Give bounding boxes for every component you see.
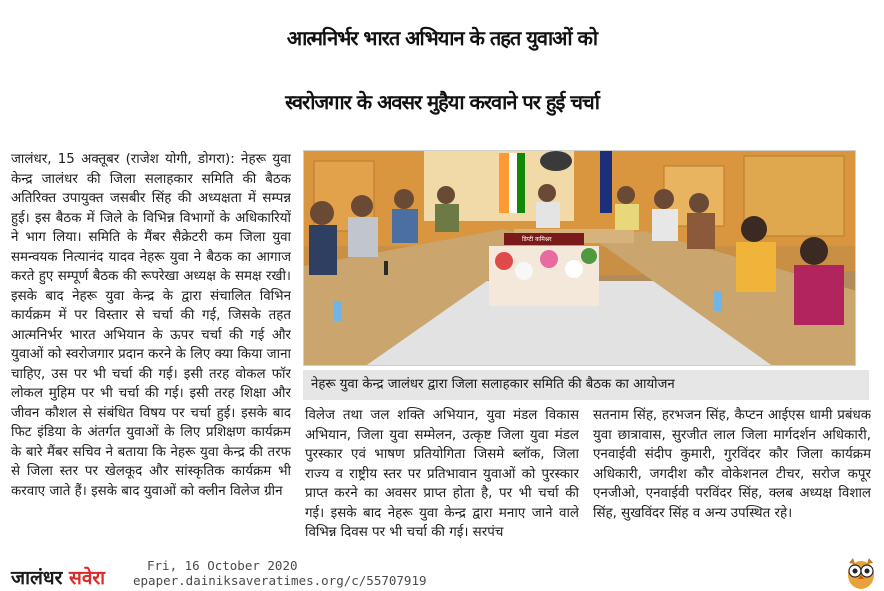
article-column-3 — [593, 406, 871, 548]
article-paragraph: जालंधर, 15 अक्तूबर (राजेश योगी, डोगरा): नेहरू युवा केन्द्र जालंधर की जिला सलाहकार समिति की बैठक अतिरिक्त उपायुक्त जसबीर सिंह की अध्यक्षता में सम्पन्न हुई। इस बैठक में जिले के विभिन्न विभागों के अधिकारियों ने भाग लिया। समिति के मैंबर सैक्रेटरी कम जिला युवा समन्वयक नित्यानंद यादव नेहरू युवा ने बैठक का आगाज करते हुए सम्पूर्ण बैठक की रूपरेखा अध्यक्ष के समक्ष रखी। इसके बाद नेहरू युवा केन्द्र के द्वारा संचालित विभिन कार्यक्रम में पर विस्तार से चर्चा की गई, जिसके तहत आत्मनिर्भर भारत अभियान के ऊपर चर्चा की गई और युवाओं को स्वरोजगार प्रदान करने के लिए क्या किया जाना चाहिए, उस पर भी चर्चा की गई। इसी तरह वोकल फॉर लोकल मुहिम पर भी चर्चा की गई। इसी तरह शिक्षा और जीवन कौशल से संबंधित विषय पर चर्चा हुई। इसके बाद फिट इंडिया के अंतर्गत युवाओं के लिए प्रशिक्षण कार्यक्रम के बारे मैंबर सचिव ने बताया कि नेहरू युवा केन्द्र की तरफ से जिला स्तर पर खेलकूद और सांस्कृतिक कार्यक्रम भी करवाए जाते हैं। इसके बाद युवाओं को क्लीन विलेज ग्रीन — [11, 152, 291, 499]
edition-date: Fri, 16 October 2020 — [147, 558, 298, 573]
headline-line-2: स्वरोजगार के अवसर मुहैया करवाने पर हुई चर्चा — [285, 90, 599, 114]
newspaper-logo[interactable] — [11, 564, 105, 590]
photo-caption: नेहरू युवा केन्द्र जालंधर द्वारा जिला सलाहकार समिति की बैठक का आयोजन — [303, 370, 869, 400]
meeting-photo — [303, 150, 856, 366]
article-column-1 — [11, 150, 291, 548]
article-paragraph: विलेज तथा जल शक्ति अभियान, युवा मंडल विकास अभियान, जिला युवा सम्मेलन, उत्कृष्ट जिला युवा मंडल पुरस्कार एवं भाषण प्रतियोगिता जिसमे ब्लॉक, जिला राज्य व राष्ट्रीय स्तर पर प्रतिभावान युवाओं को पुरस्कार प्राप्त करने का अवसर प्राप्त होता है, पर भी चर्चा की गई। इसके बाद नेहरू युवा केन्द्र द्वारा मनाए जाने वाले विभिन्न दिवस पर भी चर्चा की गई। सरपंच — [305, 408, 579, 540]
article-column-2 — [305, 406, 579, 548]
headline-line-1: आत्मनिर्भर भारत अभियान के तहत युवाओं को — [286, 26, 598, 50]
banner-text: डिप्टी कमिश्नर — [522, 236, 552, 243]
logo-part-1: जालंधर — [11, 567, 63, 589]
meeting-photo-illustration — [304, 151, 856, 366]
article-paragraph: सतनाम सिंह, हरभजन सिंह, कैप्टन आईएस धामी प्रबंधक युवा छात्रावास, सुरजीत लाल जिला मार्गदर्शन अधिकारी, एनवाईवी संदीप कुमारी, गुरविंदर कौर जिला कार्यक्रम अधिकारी, जगदीश कौर वोकेशनल टीचर, सरोज कपूर एनजीओ, एनवाईवी परविंदर सिंह, क्लब अध्यक्ष विशाल सिंह, सुखविंदर सिंह व अन्य उपस्थित रहे। — [593, 408, 871, 521]
owl-icon — [844, 556, 878, 590]
page-footer — [0, 556, 884, 591]
logo-part-2: सवेरा — [68, 567, 106, 589]
source-url[interactable]: epaper.dainiksaveratimes.org/c/55707919 — [133, 573, 427, 588]
